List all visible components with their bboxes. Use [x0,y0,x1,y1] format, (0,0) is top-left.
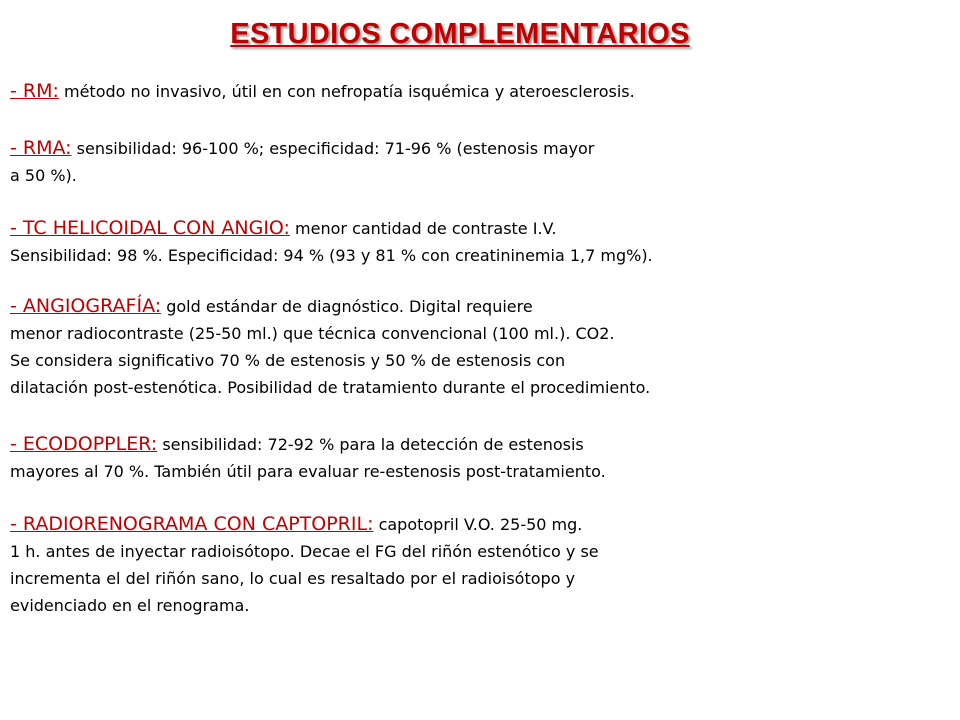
section-angio-line-3: Se considera significativo 70 % de estenosis y 50 % de estenosis con [10,351,566,370]
section-tc-text: menor cantidad de contraste I.V. [289,219,557,238]
content-body [10,78,940,649]
section-angiografia [10,293,940,401]
section-rm-text: método no invasivo, útil en con nefropatía isquémica y ateroesclerosis. [58,82,635,101]
section-tc-line-1 [10,215,940,242]
section-radio-line-1 [10,511,940,538]
section-angio-line-4: dilatación post-estenótica. Posibilidad de tratamiento durante el procedimiento. [10,378,651,397]
section-tc-heading: - TC HELICOIDAL CON ANGIO: [10,217,290,239]
section-radio-line-2: 1 h. antes de inyectar radioisótopo. Decae el FG del riñón estenótico y se [10,542,599,561]
section-eco-heading: - ECODOPPLER: [10,433,158,455]
section-eco-text: sensibilidad: 72-92 % para la detección de estenosis [157,435,584,454]
section-rm-line-1 [10,78,940,105]
section-rma-line-2: a 50 %). [10,166,77,185]
section-radio-line-4: evidenciado en el renograma. [10,596,250,615]
section-rma-line-1 [10,135,940,162]
section-angio-line-2: menor radiocontraste (25-50 ml.) que técnica convencional (100 ml.). CO2. [10,324,615,343]
section-radio-text: capotopril V.O. 25-50 mg. [373,515,583,534]
section-rm-heading: - RM: [10,80,59,102]
section-radio-line-3: incrementa el del riñón sano, lo cual es resaltado por el radioisótopo y [10,569,576,588]
section-rma-text: sensibilidad: 96-100 %; especificidad: 71-96 % (estenosis mayor [71,139,595,158]
section-angio-line-1 [10,293,940,320]
section-eco-line-2: mayores al 70 %. También útil para evaluar re-estenosis post-tratamiento. [10,462,606,481]
section-radio-heading: - RADIORENOGRAMA CON CAPTOPRIL: [10,513,374,535]
section-eco-line-1 [10,431,940,458]
section-radiorenograma [10,511,940,619]
page-title: ESTUDIOS COMPLEMENTARIOS [230,18,690,50]
section-angio-heading: - ANGIOGRAFÍA: [10,295,162,317]
section-angio-text: gold estándar de diagnóstico. Digital requiere [161,297,533,316]
section-tc-line-2: Sensibilidad: 98 %. Especificidad: 94 % (93 y 81 % con creatininemia 1,7 mg%). [10,246,653,265]
section-ecodoppler [10,431,940,485]
section-rma [10,135,940,189]
section-rma-heading: - RMA: [10,137,72,159]
section-rm [10,78,940,105]
section-tc-helicoidal [10,215,940,269]
